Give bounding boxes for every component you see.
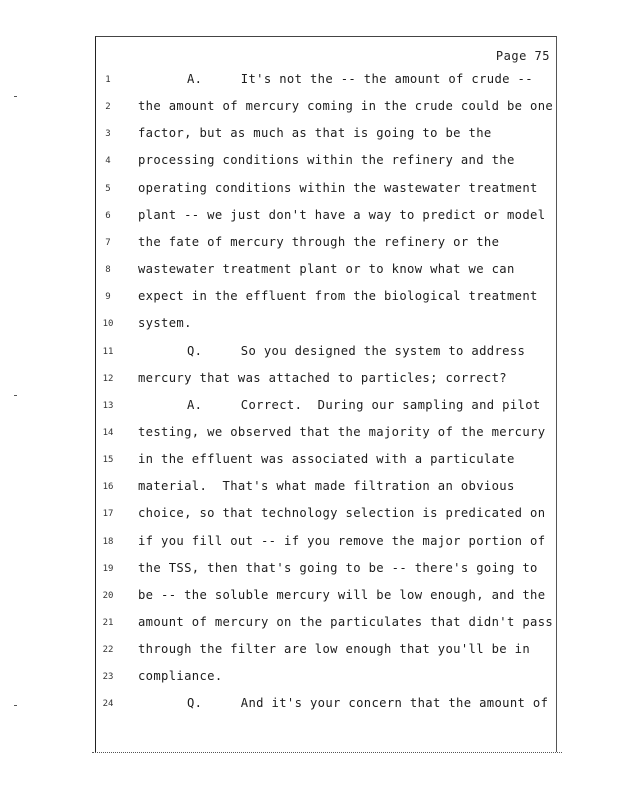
- transcript-line: [0, 344, 618, 364]
- line-text: wastewater treatment plant or to know what we can: [138, 262, 515, 277]
- line-number: 22: [102, 645, 114, 656]
- transcript-line: [0, 235, 618, 255]
- line-text: A. It's not the -- the amount of crude --: [187, 72, 533, 86]
- line-number: 14: [102, 427, 114, 438]
- line-number: 7: [105, 237, 111, 248]
- transcript-line: [0, 479, 618, 499]
- line-text: choice, so that technology selection is predicated on: [138, 506, 546, 521]
- scan-mark: [14, 96, 17, 97]
- line-text: A. Correct. During our sampling and pilot: [187, 397, 541, 412]
- transcript-line: [0, 262, 618, 282]
- transcript-line: [0, 99, 618, 119]
- transcript-line: [0, 72, 618, 92]
- line-number: 17: [102, 509, 114, 520]
- line-text: mercury that was attached to particles; correct?: [138, 370, 507, 385]
- line-number: 23: [102, 672, 114, 683]
- line-number: 4: [105, 156, 111, 167]
- line-text: expect in the effluent from the biological treatment: [138, 289, 538, 304]
- transcript-line: [0, 642, 618, 662]
- transcript-line: [0, 534, 618, 554]
- transcript-line: [0, 588, 618, 608]
- line-number: 13: [102, 400, 114, 411]
- transcript-line: [0, 398, 618, 418]
- line-number: 1: [105, 75, 111, 85]
- transcript-line: [0, 506, 618, 526]
- line-number: 2: [105, 102, 111, 113]
- transcript-line: [0, 371, 618, 391]
- line-number: 8: [105, 265, 111, 276]
- line-number: 3: [105, 129, 111, 140]
- transcript-line: [0, 316, 618, 336]
- scan-mark: [14, 395, 17, 396]
- line-number: 20: [102, 590, 114, 601]
- line-text: amount of mercury on the particulates that didn't pass: [138, 615, 554, 629]
- line-text: Q. So you designed the system to address: [187, 343, 526, 358]
- page-number: Page 75: [495, 49, 550, 63]
- transcript-line: [0, 208, 618, 228]
- line-text: processing conditions within the refinery and the: [138, 153, 515, 168]
- line-text: the amount of mercury coming in the crude could be one: [138, 99, 554, 114]
- transcript-line: [0, 425, 618, 445]
- line-number: 12: [102, 373, 114, 384]
- line-text: material. That's what made filtration an obvious: [138, 479, 515, 494]
- line-text: plant -- we just don't have a way to predict or model: [138, 207, 546, 222]
- transcript-line: [0, 181, 618, 201]
- line-text: Q. And it's your concern that the amount of: [187, 696, 549, 711]
- line-text: the TSS, then that's going to be -- there's going to: [138, 560, 538, 575]
- line-number: 11: [102, 346, 114, 357]
- transcript-line: [0, 561, 618, 581]
- line-number: 6: [105, 210, 111, 221]
- line-text: through the filter are low enough that you'll be in: [138, 642, 531, 657]
- line-text: testing, we observed that the majority of the mercury: [138, 424, 546, 439]
- transcript-line: [0, 126, 618, 146]
- transcript-line: [0, 615, 618, 635]
- line-number: 9: [105, 292, 111, 303]
- scan-mark: [14, 705, 17, 706]
- line-number: 5: [105, 183, 111, 194]
- line-number: 10: [102, 319, 114, 330]
- page-bottom-rule: [92, 752, 562, 753]
- line-text: system.: [138, 316, 192, 331]
- line-number: 21: [102, 618, 114, 628]
- transcript-line: [0, 669, 618, 689]
- line-text: be -- the soluble mercury will be low enough, and the: [138, 587, 546, 602]
- line-text: compliance.: [138, 669, 223, 684]
- line-number: 15: [102, 455, 114, 466]
- line-text: factor, but as much as that is going to be the: [138, 126, 492, 141]
- line-text: if you fill out -- if you remove the major portion of: [138, 533, 546, 548]
- line-number: 18: [102, 536, 114, 547]
- line-number: 19: [102, 563, 114, 574]
- line-text: operating conditions within the wastewater treatment: [138, 180, 538, 195]
- transcript-line: [0, 696, 618, 716]
- transcript-line: [0, 153, 618, 173]
- line-number: 16: [102, 482, 114, 493]
- line-number: 24: [102, 699, 114, 710]
- transcript-line: [0, 452, 618, 472]
- line-text: the fate of mercury through the refinery or the: [138, 234, 500, 249]
- transcript-line: [0, 289, 618, 309]
- line-text: in the effluent was associated with a particulate: [138, 452, 515, 467]
